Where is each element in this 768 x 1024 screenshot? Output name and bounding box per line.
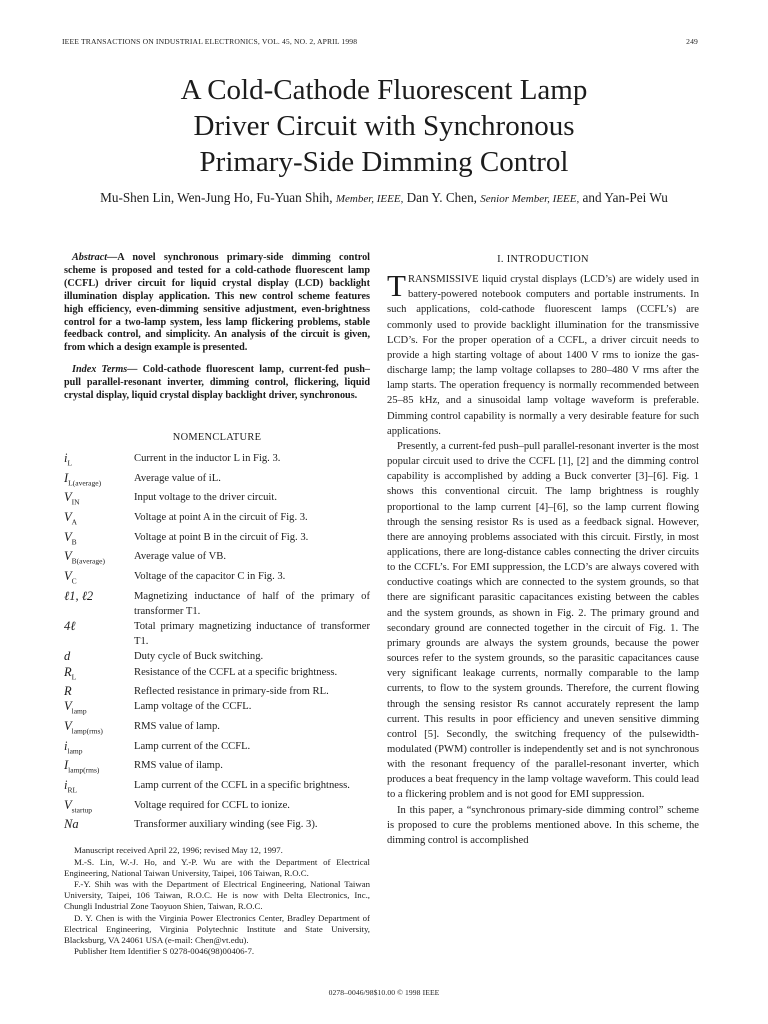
nomenclature-definition: Total primary magnetizing inductance of transformer T1.	[134, 621, 370, 648]
nomenclature-row	[64, 778, 370, 798]
nomenclature-row	[64, 589, 370, 619]
nomenclature-definition: RMS value of ilamp.	[134, 760, 223, 772]
symbol-subscript: A	[71, 517, 78, 527]
abstract	[64, 252, 370, 355]
nomenclature-row	[64, 569, 370, 589]
nomenclature-definition: Average value of iL.	[134, 472, 221, 484]
abstract-lead: Abstract—	[72, 252, 118, 263]
nomenclature-row	[64, 549, 370, 569]
nomenclature-definition: Input voltage to the driver circuit.	[134, 492, 277, 504]
nomenclature-symbol	[64, 798, 134, 818]
nomenclature-symbol	[64, 719, 134, 739]
nomenclature-row	[64, 530, 370, 550]
symbol-base: i	[64, 451, 68, 466]
nomenclature-definition: Magnetizing inductance of half of the primary of transformer T1.	[134, 590, 370, 617]
symbol-base: V	[64, 490, 72, 505]
nomenclature-symbol	[64, 758, 134, 778]
nomenclature-symbol	[64, 619, 134, 649]
nomenclature-symbol	[64, 699, 134, 719]
copyright-line: 0278–0046/98$10.00 © 1998 IEEE	[328, 988, 440, 997]
nomenclature-definition: Lamp current of the CCFL.	[134, 740, 251, 752]
symbol-subscript: startup	[71, 805, 93, 815]
symbol-base: V	[64, 510, 72, 525]
symbol-subscript: B	[71, 537, 77, 547]
nomenclature-definition: Transformer auxiliary winding (see Fig. 3).	[134, 819, 318, 831]
journal-name: IEEE TRANSACTIONS ON INDUSTRIAL ELECTRONICS, VOL. 45, NO. 2, APRIL 1998	[62, 37, 358, 46]
nomenclature-definition: Voltage required for CCFL to ionize.	[134, 799, 290, 811]
nomenclature-row	[64, 684, 370, 699]
nomenclature-definition: Lamp voltage of the CCFL.	[134, 701, 252, 713]
nomenclature-definition: Resistance of the CCFL at a specific brightness.	[134, 666, 338, 678]
nomenclature-symbol	[64, 530, 134, 550]
nomenclature-row	[64, 619, 370, 649]
symbol-subscript: lamp	[67, 746, 83, 756]
nomenclature-row	[64, 665, 370, 685]
symbol-subscript: C	[71, 576, 77, 586]
footnote-received: Manuscript received April 22, 1996; revised May 12, 1997.	[74, 845, 283, 856]
symbol-base: i	[64, 738, 68, 753]
running-header	[62, 37, 698, 51]
page-number: 249	[686, 37, 698, 46]
paper-title	[60, 72, 708, 180]
nomenclature-row	[64, 699, 370, 719]
nomenclature-table	[64, 451, 370, 832]
symbol-base: V	[64, 718, 72, 733]
nomenclature-symbol	[64, 549, 134, 569]
nomenclature-definition: Voltage at point A in the circuit of Fig. 3.	[134, 512, 308, 524]
nomenclature-symbol	[64, 510, 134, 530]
index-terms	[64, 364, 370, 403]
footnote-affiliation-3: D. Y. Chen is with the Virginia Power Electronics Center, Bradley Department of Electrical Engineering, Virginia Polytechnic Institute and State University, Blacksburg, VA 24061 USA (e-mail: Chen@vt.edu).	[64, 912, 370, 946]
author-names-a: Mu-Shen Lin, Wen-Jung Ho, Fu-Yuan Shih,	[100, 190, 333, 205]
symbol-base: ℓ1, ℓ2	[64, 588, 94, 603]
title-line-1: A Cold-Cathode Fluorescent Lamp	[180, 74, 588, 106]
footnotes	[64, 845, 370, 957]
symbol-base: V	[64, 529, 72, 544]
symbol-subscript: lamp	[71, 706, 87, 716]
nomenclature-row	[64, 739, 370, 759]
footnote-affiliation-2: F.-Y. Shih was with the Department of Electrical Engineering, National Taiwan University, Taipei, 106 Taiwan, R.O.C. He is now with Delta Electronics, Inc., Chungli Industrial Zone Taoyuon Shien, Taiwan, R.O.C.	[64, 879, 370, 912]
abstract-text: A novel synchronous primary-side dimming control scheme is proposed and tested for a cold-cathode fluorescent lamp (CCFL) driver circuit for liquid crystal display (LCD) backlight illumination display application. This new control scheme features high efficiency, even-dimming sensitive adjustment, even-brightness control for a two-lamp system, less lamp flickering problems, stable feedback control, and simplicity. An analysis of the circuit is given, from which a design example is presented.	[64, 252, 370, 354]
right-column	[387, 252, 699, 848]
nomenclature-symbol	[64, 589, 134, 619]
title-line-2: Driver Circuit with Synchronous	[193, 110, 575, 142]
nomenclature-row	[64, 798, 370, 818]
nomenclature-definition: Lamp current of the CCFL in a specific brightness.	[134, 779, 350, 791]
nomenclature-definition: Current in the inductor L in Fig. 3.	[134, 453, 281, 465]
nomenclature-definition: Average value of VB.	[134, 551, 226, 563]
introduction-heading: I. INTRODUCTION	[497, 254, 589, 265]
footnote-identifier: Publisher Item Identifier S 0278-0046(98)00406-7.	[74, 946, 255, 957]
nomenclature-heading: NOMENCLATURE	[172, 431, 262, 443]
nomenclature-symbol	[64, 665, 134, 685]
nomenclature-symbol	[64, 451, 134, 471]
symbol-base: V	[64, 699, 72, 714]
nomenclature-row	[64, 451, 370, 471]
nomenclature-definition: Voltage of the capacitor C in Fig. 3.	[134, 571, 286, 583]
symbol-base: V	[64, 549, 72, 564]
nomenclature-definition: Reflected resistance in primary-side from RL.	[134, 686, 329, 698]
symbol-subscript: IN	[71, 497, 80, 507]
symbol-base: i	[64, 777, 68, 792]
drop-cap: T	[387, 268, 406, 304]
nomenclature-row	[64, 649, 370, 664]
symbol-subscript: lamp(rms)	[71, 726, 103, 736]
nomenclature-row	[64, 758, 370, 778]
nomenclature-symbol	[64, 684, 134, 699]
author-names-c: and Yan-Pei Wu	[582, 190, 668, 205]
footnote-affiliation-1: M.-S. Lin, W.-J. Ho, and Y.-P. Wu are with the Department of Electrical Engineering, National Taiwan University, Taipei, 106 Taiwan, R.O.C.	[64, 856, 370, 878]
symbol-subscript: L	[71, 672, 77, 681]
left-column	[64, 252, 370, 957]
intro-paragraph-2: Presently, a current-fed push–pull parallel-resonant inverter is the most popular circuit used to drive the CCFL [1], [2] and the dimming control capability is accomplished by adding a Buck converter [3]–[6]. Fig. 1 shows this conventional circuit. The lamp brightness is roughly proportional to the lamp current [4]–[6], so the lamp current flowing through the sensing resistor Rs is used as a feedback signal. However, there are annoying problems associated with this circuit. Firstly, in most applications, there are long-distance cables connecting the driver circuits to the CCFL’s. For EMI suppression, the LCD’s are always covered with conductive coatings which are connected to the system grounds, so that there are significant parasitic capacitances existing between the cables and the system grounds, as shown in Fig. 2. The primary ground and secondary ground are connected together in the circuit of Fig. 1. The primary grounds are always the system grounds, because the power sources refer to the system grounds, so the parasitic capacitances cause very significant leakage currents, normally comparable to the lamp currents, to flow to the system grounds. Therefore, the current flowing through the sensing resistor Rs cannot accurately represent the lamp current. This results in poor efficiency and uneven sensitive dimming control [5]. Secondly, the switching frequency of the pulsewidth-modulated (PWM) controller is independently set and is not synchronous with the resonant frequency of the parallel-resonant inverter, which produces a beat frequency in the lamp voltage waveform. This could lead to a flickering problem and is not good for EMI suppression.	[387, 440, 699, 801]
nomenclature-symbol	[64, 649, 134, 664]
index-terms-text: Cold-cathode fluorescent lamp, current-fed push–pull parallel-resonant inverter, dimming control, flickering, liquid crystal display, liquid crystal display backlight driver, synchronous.	[64, 364, 370, 402]
symbol-base: V	[64, 569, 72, 584]
nomenclature-row	[64, 719, 370, 739]
nomenclature-definition: RMS value of lamp.	[134, 720, 220, 732]
symbol-base: R	[64, 664, 72, 679]
symbol-base: V	[64, 797, 72, 812]
symbol-base: Na	[64, 817, 79, 832]
title-line-3: Primary-Side Dimming Control	[199, 146, 569, 178]
symbol-subscript: L(average)	[68, 478, 102, 488]
nomenclature-symbol	[64, 471, 134, 491]
nomenclature-row	[64, 817, 370, 832]
author-line	[30, 190, 738, 206]
nomenclature-definition: Duty cycle of Buck switching.	[134, 651, 264, 663]
intro-paragraph-1-text: RANSMISSIVE liquid crystal displays (LCD’s) are widely used in battery-powered notebook computers and portable instruments. In such applications, cold-cathode fluorescent lamps (CCFL’s) are commonly used to provide backlight illumination for the transmissive LCD’s. For the proper operation of a CCFL, a driver circuit needs to provide a high starting voltage of about 1400 V rms to ionize the gas-discharge lamp; the lamp voltage collapses to 280–480 V rms after the lamp starts. The operation frequency is normally recommended between 25–85 kHz, and a sinusoidal lamp voltage waveform is preferable. Dimming control capability is normally a very desirable feature for such applications.	[387, 274, 699, 437]
symbol-subscript: RL	[67, 785, 78, 795]
index-terms-lead: Index Terms—	[72, 364, 138, 376]
intro-paragraph-1	[387, 268, 699, 439]
nomenclature-row	[64, 490, 370, 510]
symbol-base: d	[64, 649, 71, 664]
nomenclature-symbol	[64, 490, 134, 510]
intro-paragraph-3: In this paper, a “synchronous primary-side dimming control” scheme is proposed to cure the problems mentioned above. In this scheme, the dimming control is accomplished	[387, 804, 699, 846]
nomenclature-symbol	[64, 569, 134, 589]
nomenclature-row	[64, 471, 370, 491]
author-title-a: Member, IEEE,	[335, 193, 404, 205]
symbol-subscript: L	[67, 458, 73, 468]
symbol-base: I	[64, 470, 69, 485]
author-title-b: Senior Member, IEEE,	[480, 193, 580, 205]
symbol-subscript: B(average)	[71, 556, 105, 566]
nomenclature-definition: Voltage at point B in the circuit of Fig. 3.	[134, 531, 309, 543]
nomenclature-symbol	[64, 817, 134, 832]
nomenclature-symbol	[64, 778, 134, 798]
author-names-b: Dan Y. Chen,	[406, 190, 477, 205]
symbol-base: R	[64, 684, 72, 699]
nomenclature-row	[64, 510, 370, 530]
symbol-base: 4ℓ	[64, 619, 76, 634]
nomenclature-symbol	[64, 739, 134, 759]
symbol-subscript: lamp(rms)	[68, 765, 100, 775]
symbol-base: I	[64, 758, 69, 773]
